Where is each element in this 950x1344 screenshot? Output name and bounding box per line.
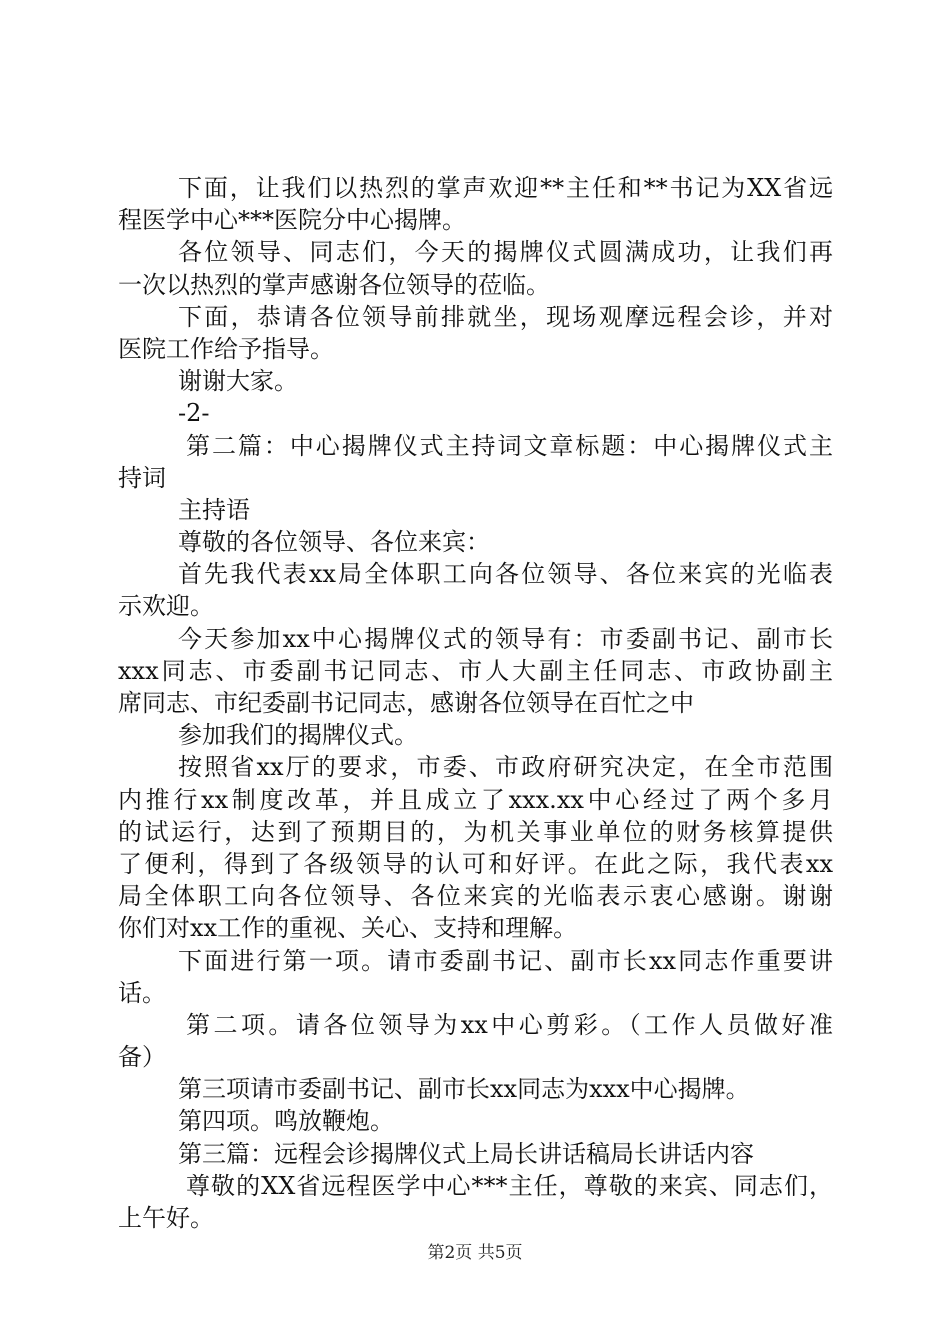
text-line: 第四项。鸣放鞭炮。	[178, 1107, 394, 1136]
text-line: 医院工作给予指导。	[118, 334, 334, 363]
text-line: 局全体职工向各位领导、各位来宾的光临表示衷心感谢。谢谢	[118, 882, 833, 911]
text-line: 第三项请市委副书记、副市长xx同志为xxx中心揭牌。	[178, 1075, 750, 1104]
text-line: xxx同志、市委副书记同志、市人大副主任同志、市政协副主	[118, 656, 833, 685]
document-body	[118, 172, 833, 1234]
text-line: 下面，让我们以热烈的掌声欢迎**主任和**书记为XX省远	[178, 174, 833, 202]
text-line: 第二篇：中心揭牌仪式主持词文章标题：中心揭牌仪式主	[186, 431, 833, 460]
text-line: 席同志、市纪委副书记同志，感谢各位领导在百忙之中	[118, 689, 694, 717]
text-line: 话。	[118, 978, 166, 1007]
text-line: 尊敬的各位领导、各位来宾：	[178, 528, 490, 557]
text-line: 上午好。	[118, 1204, 214, 1232]
text-line: 你们对xx工作的重视、关心、支持和理解。	[118, 914, 578, 943]
text-line: 程医学中心***医院分中心揭牌。	[118, 206, 466, 235]
text-line: 按照省xx厅的要求，市委、市政府研究决定，在全市范围	[178, 753, 833, 782]
text-line: 持词	[118, 463, 166, 492]
text-line: 下面进行第一项。请市委副书记、副市长xx同志作重要讲	[178, 946, 833, 975]
text-line: 一次以热烈的掌声感谢各位领导的莅临。	[118, 270, 550, 299]
text-line: 参加我们的揭牌仪式。	[178, 721, 418, 750]
text-line: 首先我代表xx局全体职工向各位领导、各位来宾的光临表	[178, 560, 833, 589]
text-line: 备）	[118, 1043, 166, 1072]
text-line: 尊敬的XX省远程医学中心***主任，尊敬的来宾、同志们，	[186, 1171, 833, 1200]
text-line: 了便利，得到了各级领导的认可和好评。在此之际，我代表xx	[118, 849, 833, 878]
text-line: 示欢迎。	[118, 592, 214, 621]
text-line: 各位领导、同志们，今天的揭牌仪式圆满成功，让我们再	[178, 238, 833, 267]
text-line: 第二项。请各位领导为xx中心剪彩。（工作人员做好准	[186, 1010, 833, 1039]
text-line: 内推行xx制度改革，并且成立了xxx.xx中心经过了两个多月	[118, 785, 833, 814]
page-footer: 第2页 共5页	[427, 1243, 523, 1263]
text-line: 的试运行，达到了预期目的，为机关事业单位的财务核算提供	[118, 817, 833, 846]
text-line: 今天参加xx中心揭牌仪式的领导有：市委副书记、副市长	[178, 624, 833, 653]
text-line: 第三篇：远程会诊揭牌仪式上局长讲话稿局长讲话内容	[178, 1139, 754, 1168]
text-line: -2-	[178, 399, 210, 428]
text-line: 谢谢大家。	[178, 367, 298, 396]
text-line: 主持语	[178, 495, 250, 524]
text-line: 下面，恭请各位领导前排就坐，现场观摩远程会诊，并对	[178, 302, 833, 331]
